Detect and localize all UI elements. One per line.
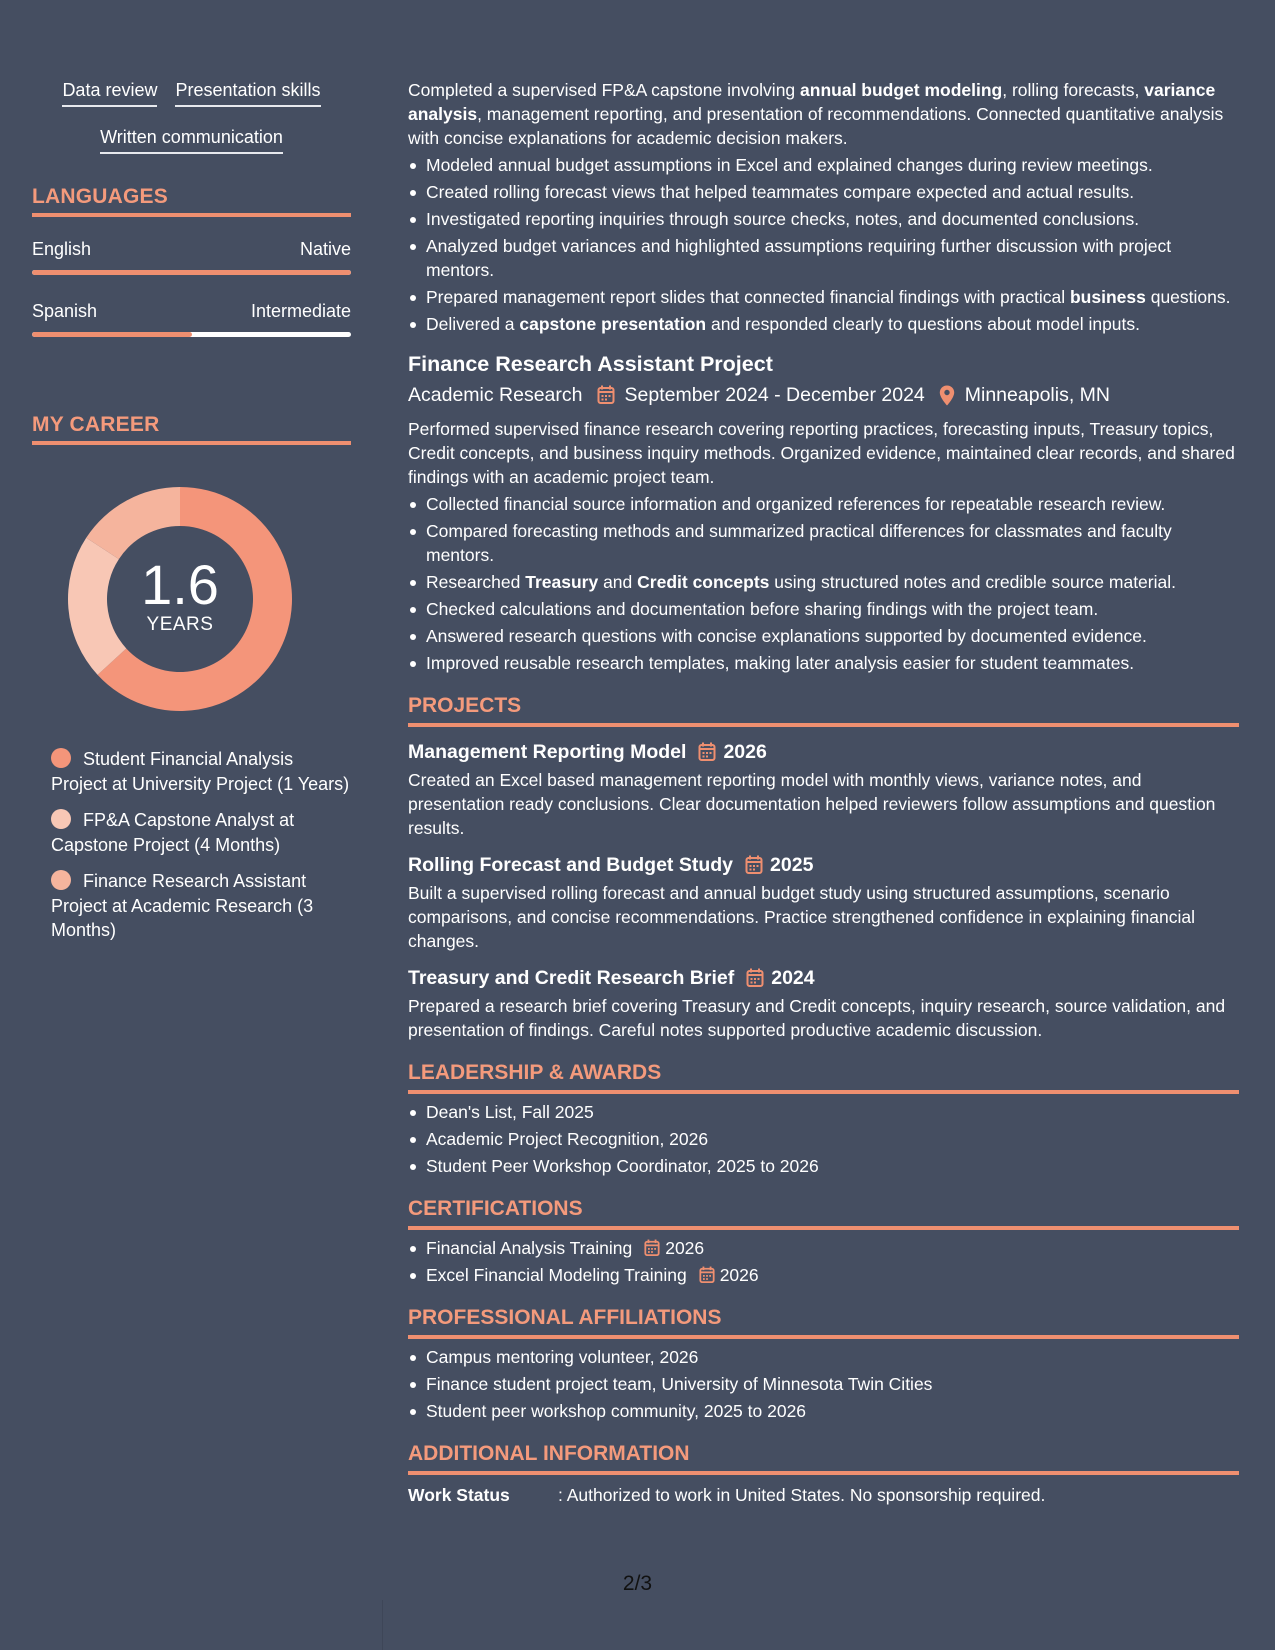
project-description: Created an Excel based management reporting model with monthly views, variance notes, and presentation ready conclusions. Clear documentation helped reviewers follow assumptions and question results. (408, 770, 1216, 838)
location-pin-icon (939, 385, 955, 406)
career-unit: YEARS (146, 614, 214, 635)
list-item: Investigated reporting inquiries through source checks, notes, and documented conclusions. (408, 207, 1239, 231)
project-title: Rolling Forecast and Budget Study (408, 854, 734, 876)
column-divider (382, 1600, 383, 1650)
legend-dot (51, 748, 71, 768)
job-meta (408, 382, 1239, 408)
list-item: Dean's List, Fall 2025 (408, 1100, 1239, 1124)
project-item (408, 852, 1239, 953)
job-location: Minneapolis, MN (964, 384, 1110, 406)
list-item: Created rolling forecast views that helped teammates compare expected and actual results. (408, 180, 1239, 204)
main-content (408, 78, 1239, 1507)
job-bullets (408, 492, 1239, 675)
language-name: Spanish (32, 301, 98, 321)
list-item: Delivered a capstone presentation and responded clearly to questions about model inputs. (408, 312, 1239, 336)
language-spanish (32, 301, 351, 337)
skill-tag: Presentation skills (175, 80, 320, 107)
certifications-heading: CERTIFICATIONS (408, 1196, 1239, 1230)
list-item: Analyzed budget variances and highlighted assumptions requiring further discussion with project mentors. (408, 234, 1239, 282)
job-title: Finance Research Assistant Project (408, 352, 773, 376)
skill-tag: Data review (62, 80, 157, 107)
list-item: Prepared management report slides that connected financial findings with practical business questions. (408, 285, 1239, 309)
legend-text: Student Financial Analysis Project at University Project (1 Years) (51, 749, 350, 794)
project-year: 2024 (771, 967, 815, 989)
calendar-icon (746, 968, 764, 988)
work-status-label: Work Status (408, 1485, 510, 1505)
legend-text: FP&A Capstone Analyst at Capstone Project (4 Months) (51, 810, 295, 855)
capstone-bullets (408, 153, 1239, 336)
calendar-icon (745, 855, 763, 875)
list-item: Finance student project team, University of Minnesota Twin Cities (408, 1372, 1239, 1396)
language-level: Native (299, 239, 351, 259)
cert-name: Financial Analysis Training (426, 1238, 633, 1258)
job-dates: September 2024 - December 2024 (624, 384, 925, 406)
language-proficiency-fill (32, 270, 351, 275)
project-year: 2025 (770, 854, 814, 876)
project-title: Management Reporting Model (408, 741, 687, 763)
affiliations-list (408, 1345, 1239, 1423)
language-level: Intermediate (250, 301, 351, 321)
language-proficiency-fill (32, 332, 192, 337)
language-english (32, 239, 351, 275)
cert-year: 2026 (719, 1265, 759, 1285)
certifications-list (408, 1236, 1239, 1287)
awards-heading: LEADERSHIP & AWARDS (408, 1060, 1239, 1094)
calendar-icon (698, 742, 716, 762)
list-item: Student Peer Workshop Coordinator, 2025 to 2026 (408, 1154, 1239, 1178)
career-donut-chart (66, 485, 294, 713)
list-item (408, 1263, 1239, 1287)
list-item: Academic Project Recognition, 2026 (408, 1127, 1239, 1151)
language-name: English (32, 239, 92, 259)
career-legend-item (51, 869, 351, 943)
list-item: Compared forecasting methods and summarized practical differences for classmates and faculty mentors. (408, 519, 1239, 567)
project-description: Built a supervised rolling forecast and annual budget study using structured assumptions, scenario comparisons, and concise recommendations. Practice strengthened confidence in explaining financial changes. (408, 883, 1195, 951)
language-proficiency-bar (32, 332, 351, 337)
career-legend-item (51, 808, 351, 857)
list-item: Improved reusable research templates, making later analysis easier for student teammates. (408, 651, 1239, 675)
work-status (408, 1483, 1239, 1507)
list-item: Collected financial source information and organized references for repeatable research review. (408, 492, 1239, 516)
career-heading: MY CAREER (32, 413, 351, 445)
legend-text: Finance Research Assistant Project at Academic Research (3 Months) (51, 871, 314, 940)
capstone-summary: Completed a supervised FP&A capstone involving annual budget modeling, rolling forecasts, variance analysis, management reporting, and presentation of recommendations. Connected quantitative analysis with concise explanations for academic decision makers. (408, 80, 1224, 148)
calendar-icon (597, 385, 615, 405)
project-description: Prepared a research brief covering Treasury and Credit concepts, inquiry research, source validation, and presentation of findings. Careful notes supported productive academic discussion. (408, 996, 1226, 1040)
affiliations-heading: PROFESSIONAL AFFILIATIONS (408, 1305, 1239, 1339)
list-item: Campus mentoring volunteer, 2026 (408, 1345, 1239, 1369)
list-item: Answered research questions with concise explanations supported by documented evidence. (408, 624, 1239, 648)
career-legend-item (51, 747, 351, 796)
projects-heading: PROJECTS (408, 693, 1239, 727)
skills-list (32, 80, 351, 154)
job-summary: Performed supervised finance research covering reporting practices, forecasting inputs, Treasury topics, Credit concepts, and business inquiry methods. Organized evidence, maintained clear records, and shared findings with an academic project team. (408, 419, 1235, 487)
awards-list (408, 1100, 1239, 1178)
languages-heading: LANGUAGES (32, 185, 351, 217)
project-title: Treasury and Credit Research Brief (408, 967, 735, 989)
skill-tag: Written communication (100, 127, 283, 154)
sidebar (32, 80, 351, 955)
calendar-icon (699, 1266, 715, 1284)
list-item: Student peer workshop community, 2025 to 2026 (408, 1399, 1239, 1423)
project-year: 2026 (723, 741, 767, 763)
calendar-icon (644, 1239, 660, 1257)
list-item: Checked calculations and documentation before sharing findings with the project team. (408, 597, 1239, 621)
career-total-years: 1.6 (141, 553, 219, 616)
list-item (408, 1236, 1239, 1260)
job-org: Academic Research (408, 384, 583, 406)
additional-info-heading: ADDITIONAL INFORMATION (408, 1441, 1239, 1475)
legend-dot (51, 809, 71, 829)
career-legend (51, 747, 351, 943)
list-item: Modeled annual budget assumptions in Excel and explained changes during review meetings. (408, 153, 1239, 177)
cert-year: 2026 (665, 1238, 705, 1258)
list-item: Researched Treasury and Credit concepts using structured notes and credible source material. (408, 570, 1239, 594)
legend-dot (51, 870, 71, 890)
language-proficiency-bar (32, 270, 351, 275)
work-status-value: : Authorized to work in United States. No sponsorship required. (558, 1485, 1046, 1505)
project-item (408, 739, 1239, 840)
page-number: 2/3 (622, 1572, 653, 1595)
cert-name: Excel Financial Modeling Training (426, 1265, 687, 1285)
project-item (408, 965, 1239, 1042)
